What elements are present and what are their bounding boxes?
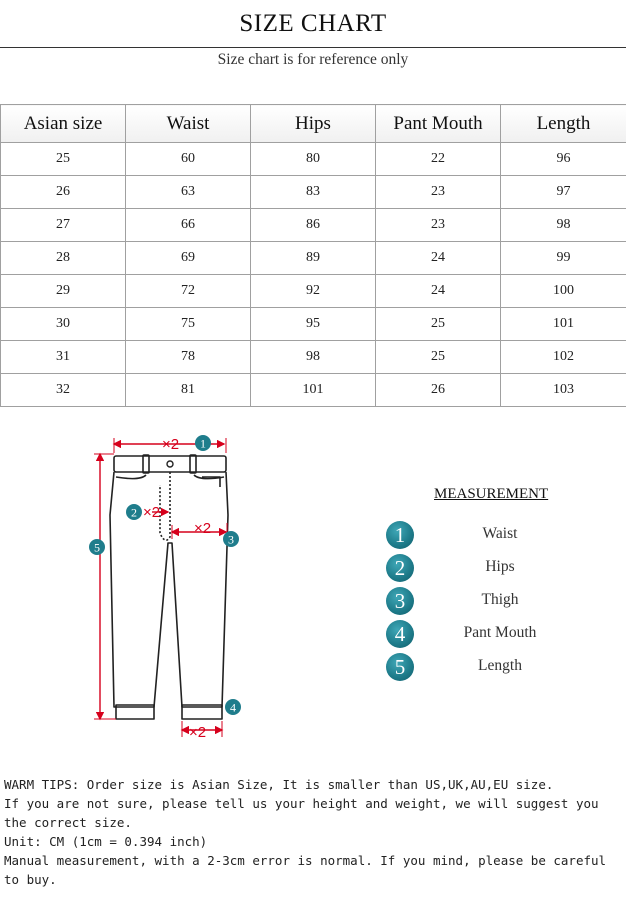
marker-2-label: 2 [131,505,137,520]
table-header-row [1,105,626,143]
hips-times-label: ×2 [143,504,161,521]
table-cell: 101 [501,308,626,341]
table-cell: 89 [251,242,376,275]
table-row [1,308,626,341]
pant-mouth-times-label: ×2 [189,724,207,741]
button-icon [167,461,173,467]
column-header: Asian size [1,105,126,143]
table-cell: 86 [251,209,376,242]
table-cell: 78 [126,341,251,374]
table-cell: 100 [501,275,626,308]
table-cell: 25 [376,341,501,374]
measurement-label: Pant Mouth [463,624,537,641]
table-cell: 66 [126,209,251,242]
table-cell: 24 [376,275,501,308]
page-title: SIZE CHART [239,10,387,37]
column-header: Waist [126,105,251,143]
table-cell: 27 [1,209,126,242]
table-row [1,374,626,407]
table-row [1,209,626,242]
measurement-label: Length [478,657,522,674]
number-4-icon: 4 [386,620,414,648]
table-cell: 23 [376,176,501,209]
table-cell: 24 [376,242,501,275]
table-cell: 26 [1,176,126,209]
table-row [1,275,626,308]
measurement-item-hips [386,554,586,582]
marker-4-label: 4 [230,700,236,715]
table-cell: 31 [1,341,126,374]
table-cell: 103 [501,374,626,407]
table-cell: 26 [376,374,501,407]
table-cell: 32 [1,374,126,407]
table-cell: 69 [126,242,251,275]
measurement-item-length [386,653,586,681]
table-cell: 30 [1,308,126,341]
column-header: Hips [251,105,376,143]
size-table [0,104,626,407]
warm-tips [4,775,622,889]
table-cell: 22 [376,143,501,176]
table-cell: 25 [376,308,501,341]
measurement-label: Thigh [481,591,519,608]
marker-3-label: 3 [228,532,234,547]
table-cell: 29 [1,275,126,308]
table-cell: 75 [126,308,251,341]
table-row [1,176,626,209]
number-3-icon: 3 [386,587,414,615]
page-subtitle: Size chart is for reference only [217,51,409,68]
table-cell: 80 [251,143,376,176]
table-cell: 72 [126,275,251,308]
table-cell: 25 [1,143,126,176]
column-header: Length [501,105,626,143]
table-row [1,242,626,275]
table-cell: 63 [126,176,251,209]
column-header: Pant Mouth [376,105,501,143]
pants-diagram [70,425,270,745]
tip-line: Unit: CM (1cm = 0.394 inch) [4,834,208,849]
table-cell: 92 [251,275,376,308]
number-5-icon: 5 [386,653,414,681]
number-1-icon: 1 [386,521,414,549]
marker-5-label: 5 [94,540,100,555]
measurement-item-waist [386,521,586,549]
table-cell: 28 [1,242,126,275]
table-cell: 101 [251,374,376,407]
measurement-heading: MEASUREMENT [434,486,549,502]
tip-line: WARM TIPS: Order size is Asian Size, It is smaller than US,UK,AU,EU size. [4,777,554,792]
measurement-item-pant-mouth [386,620,586,648]
table-cell: 60 [126,143,251,176]
table-row [1,341,626,374]
tip-line: If you are not sure, please tell us your height and weight, we will suggest you the correct size. [4,796,599,830]
table-cell: 98 [501,209,626,242]
table-cell: 83 [251,176,376,209]
waist-times-label: ×2 [162,436,180,453]
table-cell: 102 [501,341,626,374]
table-cell: 96 [501,143,626,176]
table-cell: 95 [251,308,376,341]
measurement-item-thigh [386,587,586,615]
table-cell: 23 [376,209,501,242]
measurement-label: Waist [482,525,518,542]
title-divider [0,47,626,48]
pants-outline [110,455,228,719]
table-cell: 99 [501,242,626,275]
marker-1-label: 1 [200,436,206,451]
number-2-icon: 2 [386,554,414,582]
table-cell: 97 [501,176,626,209]
measurement-label: Hips [485,558,515,575]
tip-line: Manual measurement, with a 2-3cm error is normal. If you mind, please be careful to buy. [4,853,607,887]
table-cell: 81 [126,374,251,407]
table-row [1,143,626,176]
table-cell: 98 [251,341,376,374]
thigh-times-label: ×2 [194,520,212,537]
